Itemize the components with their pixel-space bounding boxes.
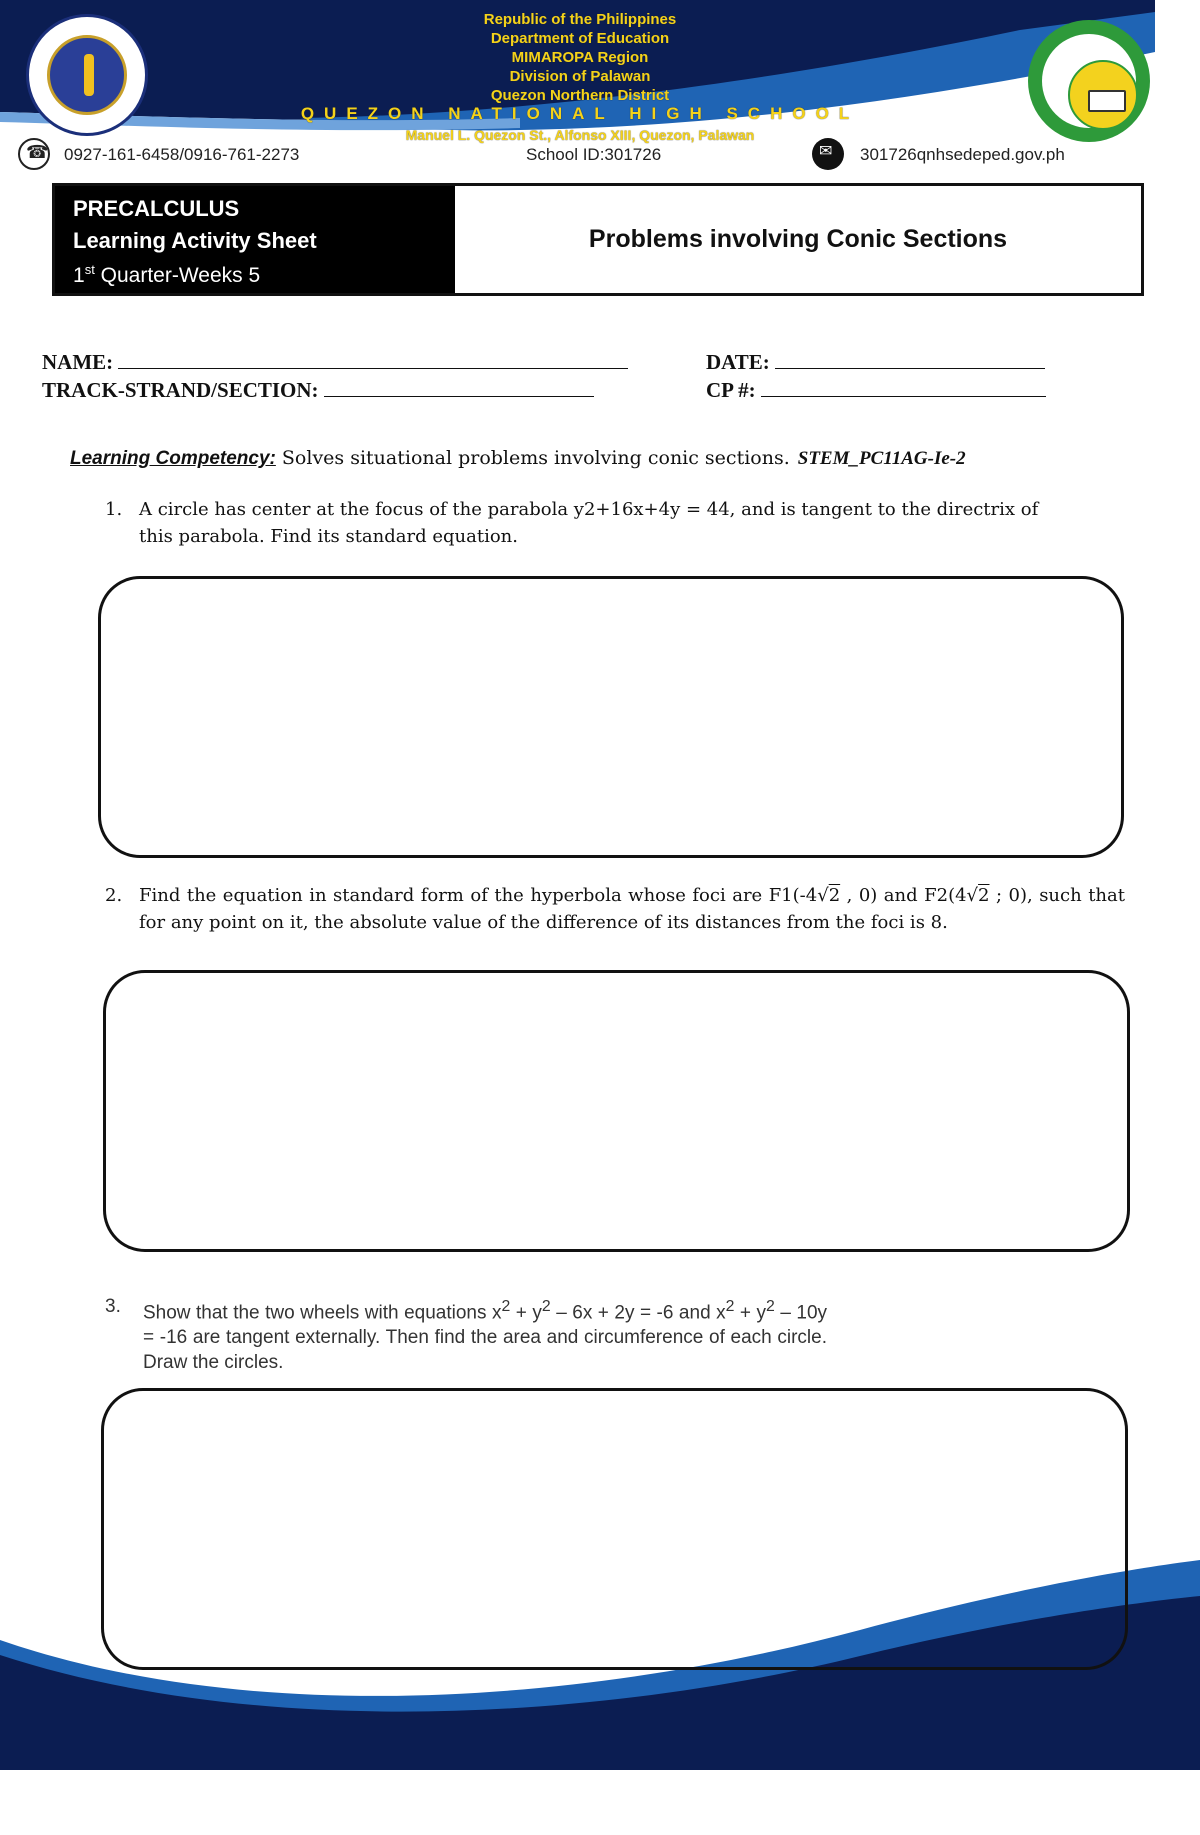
title-block: [52, 183, 1144, 296]
track-strand-section-field[interactable]: TRACK-STRAND/SECTION:: [42, 378, 594, 403]
competency-code: STEM_PC11AG-Ie-2: [797, 448, 966, 469]
email-address: 301726qnhsedeped.gov.ph: [860, 145, 1065, 164]
topic-title: Problems involving Conic Sections: [588, 225, 1008, 253]
problem-text: A circle has center at the focus of the parabola y2+16x+4y = 44, and is tangent to the directrix of this parabola. Find its standard equation.: [139, 499, 1039, 547]
header-department: Department of Education: [490, 30, 670, 47]
problem-number: 1.: [105, 499, 123, 520]
problem-2: [105, 882, 1125, 972]
problem-text: Show that the two wheels with equations $x^2 + y^2 - 6x + 2y = -6$ and $x^2 + y^2 - 10y = -16$ are tangent externally. Then find the area and circumference of each circle. Draw the circles.: [143, 1298, 828, 1374]
header-school-name: QUEZON NATIONAL HIGH SCHOOL: [300, 104, 860, 123]
header-district: Quezon Northern District: [490, 87, 670, 104]
mail-icon: [812, 138, 844, 170]
problem-text: Find the equation in standard form of the hyperbola whose foci are F1(-4√2 , 0) and F2(4√2 ; 0), such that for any point on it, the absolute value of the difference of its distances from the foci is 8.: [139, 885, 1125, 933]
header-region: MIMAROPA Region: [511, 49, 649, 66]
answer-box-3[interactable]: [101, 1388, 1128, 1670]
answer-box-1[interactable]: [98, 576, 1124, 858]
title-left-panel: [55, 186, 455, 293]
problem-3: [105, 1294, 828, 1374]
problem-1: [105, 496, 1065, 556]
name-field[interactable]: NAME:: [42, 350, 628, 375]
competency-label: Learning Competency:: [70, 448, 276, 469]
answer-box-2[interactable]: [103, 970, 1130, 1252]
phone-icon: [18, 138, 50, 170]
problem-number: 3.: [105, 1296, 121, 1317]
problem-number: 2.: [105, 885, 123, 906]
quarter-label: 1st Quarter-Weeks 5: [73, 262, 261, 287]
school-id: School ID:301726: [526, 145, 662, 164]
header-republic: Republic of the Philippines: [483, 11, 677, 28]
header-address: Manuel L. Quezon St., Alfonso XIII, Quezon, Palawan: [405, 127, 755, 143]
phone-number: 0927-161-6458/0916-761-2273: [64, 145, 300, 164]
competency-text: Solves situational problems involving conic sections.: [275, 447, 790, 469]
header-division: Division of Palawan: [509, 68, 651, 85]
learning-competency: [70, 447, 966, 470]
school-seal-logo: [1028, 20, 1150, 142]
subject-title: PRECALCULUS: [73, 196, 240, 221]
contact-row: [0, 142, 1200, 170]
deped-seal-logo: [26, 14, 148, 136]
sheet-type: Learning Activity Sheet: [73, 228, 317, 253]
date-field[interactable]: DATE:: [706, 350, 1045, 375]
cp-number-field[interactable]: CP #:: [706, 378, 1046, 403]
